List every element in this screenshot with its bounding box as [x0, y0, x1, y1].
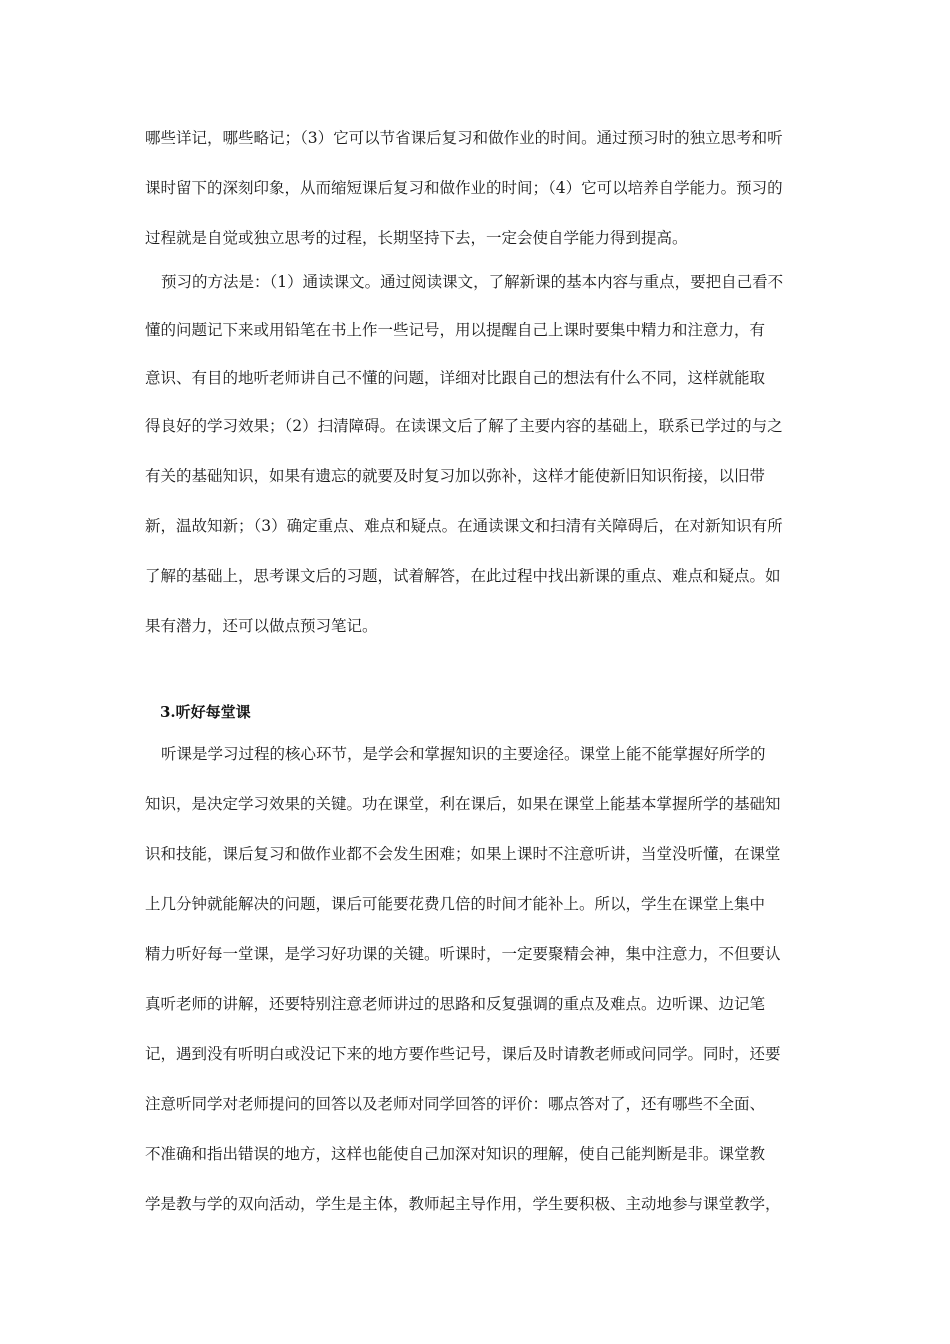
- paragraph-line: 意识、有目的地听老师讲自己不懂的问题，详细对比跟自己的想法有什么不同，这样就能取: [145, 369, 766, 387]
- paragraph-line: 了解的基础上，思考课文后的习题，试着解答，在此过程中找出新课的重点、难点和疑点。如: [145, 567, 781, 585]
- paragraph-line: 有关的基础知识，如果有遗忘的就要及时复习加以弥补，这样才能使新旧知识衔接，以旧带: [145, 467, 766, 485]
- paragraph-line: 新，温故知新；（3）确定重点、难点和疑点。在通读课文和扫清有关障碍后，在对新知识有所: [145, 517, 783, 535]
- paragraph-line: 上几分钟就能解决的问题，课后可能要花费几倍的时间才能补上。所以，学生在课堂上集中: [145, 895, 766, 913]
- paragraph-line: 识和技能，课后复习和做作业都不会发生困难；如果上课时不注意听讲，当堂没听懂，在课堂: [145, 845, 781, 863]
- paragraph-line: 学是教与学的双向活动，学生是主体，教师起主导作用，学生要积极、主动地参与课堂教学，: [145, 1195, 781, 1213]
- paragraph-line: 真听老师的讲解，还要特别注意老师讲过的思路和反复强调的重点及难点。边听课、边记笔: [145, 995, 766, 1013]
- paragraph-line: 课时留下的深刻印象，从而缩短课后复习和做作业的时间；（4）它可以培养自学能力。预习的: [145, 179, 783, 197]
- paragraph-line: 得良好的学习效果；（2）扫清障碍。在读课文后了解了主要内容的基础上，联系已学过的与之: [145, 417, 783, 435]
- paragraph-line: 记，遇到没有听明白或没记下来的地方要作些记号，课后及时请教老师或问同学。同时，还要: [145, 1045, 781, 1063]
- paragraph-line: 不准确和指出错误的地方，这样也能使自己加深对知识的理解，使自己能判断是非。课堂教: [145, 1145, 766, 1163]
- paragraph-line: 精力听好每一堂课，是学习好功课的关键。听课时，一定要聚精会神，集中注意力，不但要认: [145, 945, 781, 963]
- paragraph-line: 知识，是决定学习效果的关键。功在课堂，利在课后，如果在课堂上能基本掌握所学的基础知: [145, 795, 781, 813]
- section-heading: 3.听好每堂课: [160, 703, 251, 721]
- paragraph-line: 过程就是自觉或独立思考的过程，长期坚持下去，一定会使自学能力得到提高。: [145, 229, 688, 247]
- paragraph-line: 懂的问题记下来或用铅笔在书上作一些记号，用以提醒自己上课时要集中精力和注意力，有: [145, 321, 766, 339]
- paragraph-line: 果有潜力，还可以做点预习笔记。: [145, 617, 378, 635]
- paragraph-line: 听课是学习过程的核心环节，是学会和掌握知识的主要途径。课堂上能不能掌握好所学的: [161, 745, 766, 763]
- paragraph-line: 注意听同学对老师提问的回答以及老师对同学回答的评价：哪点答对了，还有哪些不全面、: [145, 1095, 766, 1113]
- paragraph-line: 哪些详记，哪些略记；（3）它可以节省课后复习和做作业的时间。通过预习时的独立思考和听: [145, 129, 783, 147]
- paragraph-line: 预习的方法是：（1）通读课文。通过阅读课文，了解新课的基本内容与重点，要把自己看不: [161, 273, 784, 291]
